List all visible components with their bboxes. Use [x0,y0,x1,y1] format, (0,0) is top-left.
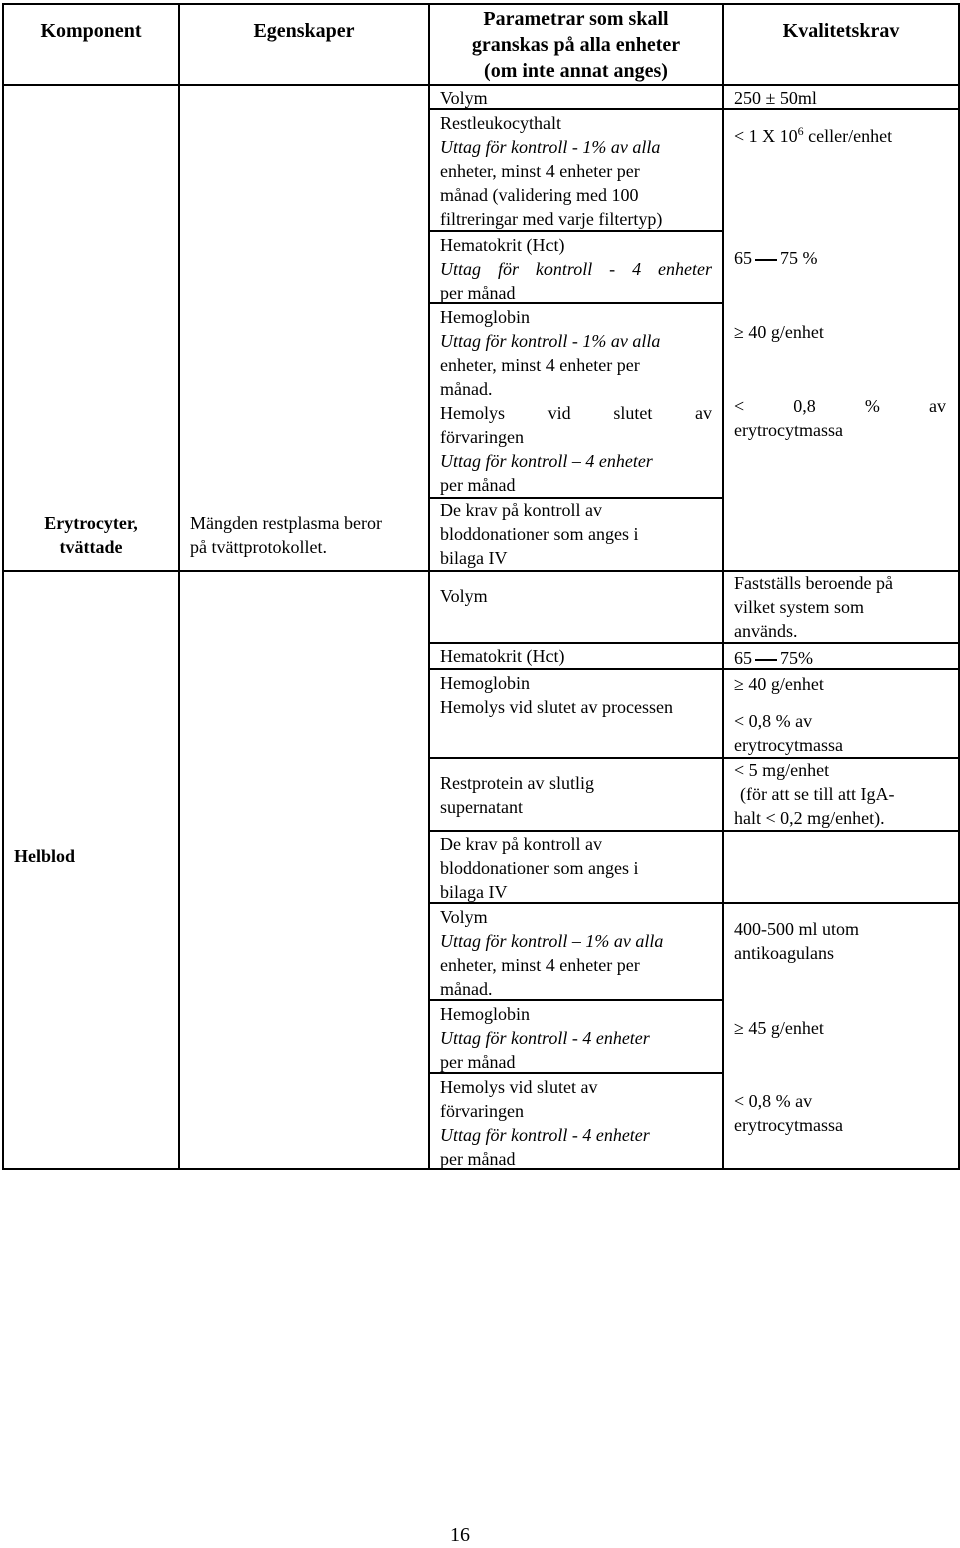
param-hb-2: Uttag för kontroll - 1% av alla [440,331,661,351]
req-hemolys-1: < 0,8 % av [734,396,946,416]
param-hemolys-1: Hemolys vid slutet av [440,403,712,423]
hb-req-volym2-2: antikoagulans [734,943,834,963]
param-hb-1: Hemoglobin [440,307,530,327]
header-egenskaper: Egenskaper [253,20,355,42]
header-parametrar-3: (om inte annat anges) [484,60,668,82]
hb-param-hemolys: Hemolys vid slutet av processen [440,697,673,717]
req-hemolys-2: erytrocytmassa [734,420,843,440]
req-volym: 250 ± 50ml [734,88,817,108]
hb-param-volym2-3: enheter, minst 4 enheter per [440,955,640,975]
hb-req-hemolys-1: < 0,8 % av [734,711,813,731]
hb-req-hct-high: 75% [780,648,813,668]
hb-param-hemolys2-2: förvaringen [440,1101,524,1121]
param-hemolys-4: per månad [440,475,516,495]
req-hct-high: 75 % [780,248,818,268]
hb-param-hemolys2-1: Hemolys vid slutet av [440,1077,598,1097]
req-hct-low: 65 [734,248,752,268]
hb-param-volym2-2: Uttag för kontroll – 1% av alla [440,931,664,951]
param-restleuko-1: Restleukocythalt [440,113,561,133]
hb-req-hct [734,646,813,670]
hb-req-restprotein-3: halt < 0,2 mg/enhet). [734,808,885,828]
req-hct [734,246,818,270]
param-volym: Volym [440,88,488,108]
table-border-left [2,3,4,1170]
hb-req-hb2: ≥ 45 g/enhet [734,1018,824,1038]
req-restleuko-exponent: 6 [797,124,804,138]
hb-req-hct-low: 65 [734,648,752,668]
hb-param-hct: Hematokrit (Hct) [440,646,565,666]
range-dash [755,259,777,261]
hb-req-volym-2: vilket system som [734,597,864,617]
component-helblod: Helblod [14,846,76,866]
property-ery-line1: Mängden restplasma beror [190,513,382,533]
hb-param-restprotein-2: supernatant [440,797,523,817]
row-rule [430,108,960,110]
param-hb-4: månad. [440,379,493,399]
param-restleuko-2: Uttag för kontroll - 1% av alla [440,137,661,157]
param-dekrav-2: bloddonationer som anges i [440,524,639,544]
param-hemolys-3: Uttag för kontroll – 4 enheter [440,451,653,471]
range-dash [755,659,777,661]
param-dekrav-1: De krav på kontroll av [440,500,602,520]
hb-param-volym2-4: månad. [440,979,493,999]
req-restleuko [734,124,892,148]
col-rule [178,3,180,1170]
hb-param-hb2-1: Hemoglobin [440,1004,530,1024]
component-ery-line2: tvättade [59,537,123,557]
param-dekrav-3: bilaga IV [440,548,508,568]
page-number: 16 [450,1524,470,1546]
req-restleuko-base: < 1 X 10 [734,126,798,146]
col-rule [722,3,724,1170]
hb-param-hemolys2-4: per månad [440,1149,516,1169]
hb-req-restprotein-2: (för att se till att IgA- [740,784,895,804]
hb-param-dekrav-1: De krav på kontroll av [440,834,602,854]
component-ery-line1: Erytrocyter, [44,513,138,533]
hb-param-restprotein-1: Restprotein av slutlig [440,773,594,793]
table-border-top [2,3,960,5]
header-parametrar-1: Parametrar som skall [483,8,669,30]
param-hct-1: Hematokrit (Hct) [440,235,565,255]
hb-param-volym2-1: Volym [440,907,488,927]
row-rule [430,757,960,759]
req-hb: ≥ 40 g/enhet [734,322,824,342]
row-rule [430,668,960,670]
hb-req-volym2-1: 400-500 ml utom [734,919,859,939]
hb-req-hb: ≥ 40 g/enhet [734,674,824,694]
header-parametrar-2: granskas på alla enheter [471,34,681,56]
property-ery-line2: på tvättprotokollet. [190,537,327,557]
hb-param-volym: Volym [440,586,488,606]
hb-req-hemolys2-1: < 0,8 % av [734,1091,813,1111]
param-restleuko-4: månad (validering med 100 [440,185,639,205]
col-rule [428,3,430,1170]
hb-req-volym-3: används. [734,621,798,641]
param-restleuko-3: enheter, minst 4 enheter per [440,161,640,181]
req-restleuko-unit: celler/enhet [803,126,893,146]
row-rule [430,902,960,904]
hb-param-hb2-2: Uttag för kontroll - 4 enheter [440,1028,650,1048]
header-kvalitetskrav: Kvalitetskrav [782,20,900,42]
hb-req-restprotein-1: < 5 mg/enhet [734,760,830,780]
param-hct-3: per månad [440,283,516,303]
param-restleuko-5: filtreringar med varje filtertyp) [440,209,663,229]
hb-param-dekrav-2: bloddonationer som anges i [440,858,639,878]
hb-param-hemolys2-3: Uttag för kontroll - 4 enheter [440,1125,650,1145]
hb-param-dekrav-3: bilaga IV [440,882,508,902]
hb-req-hemolys-2: erytrocytmassa [734,735,843,755]
hb-req-hemolys2-2: erytrocytmassa [734,1115,843,1135]
param-hct-2: Uttag för kontroll - 4 enheter [440,259,712,279]
hb-param-hb: Hemoglobin [440,673,530,693]
header-komponent: Komponent [40,20,142,42]
hb-param-hb2-3: per månad [440,1052,516,1072]
hb-req-volym-1: Fastställs beroende på [734,573,893,593]
param-hemolys-2: förvaringen [440,427,524,447]
param-hb-3: enheter, minst 4 enheter per [440,355,640,375]
